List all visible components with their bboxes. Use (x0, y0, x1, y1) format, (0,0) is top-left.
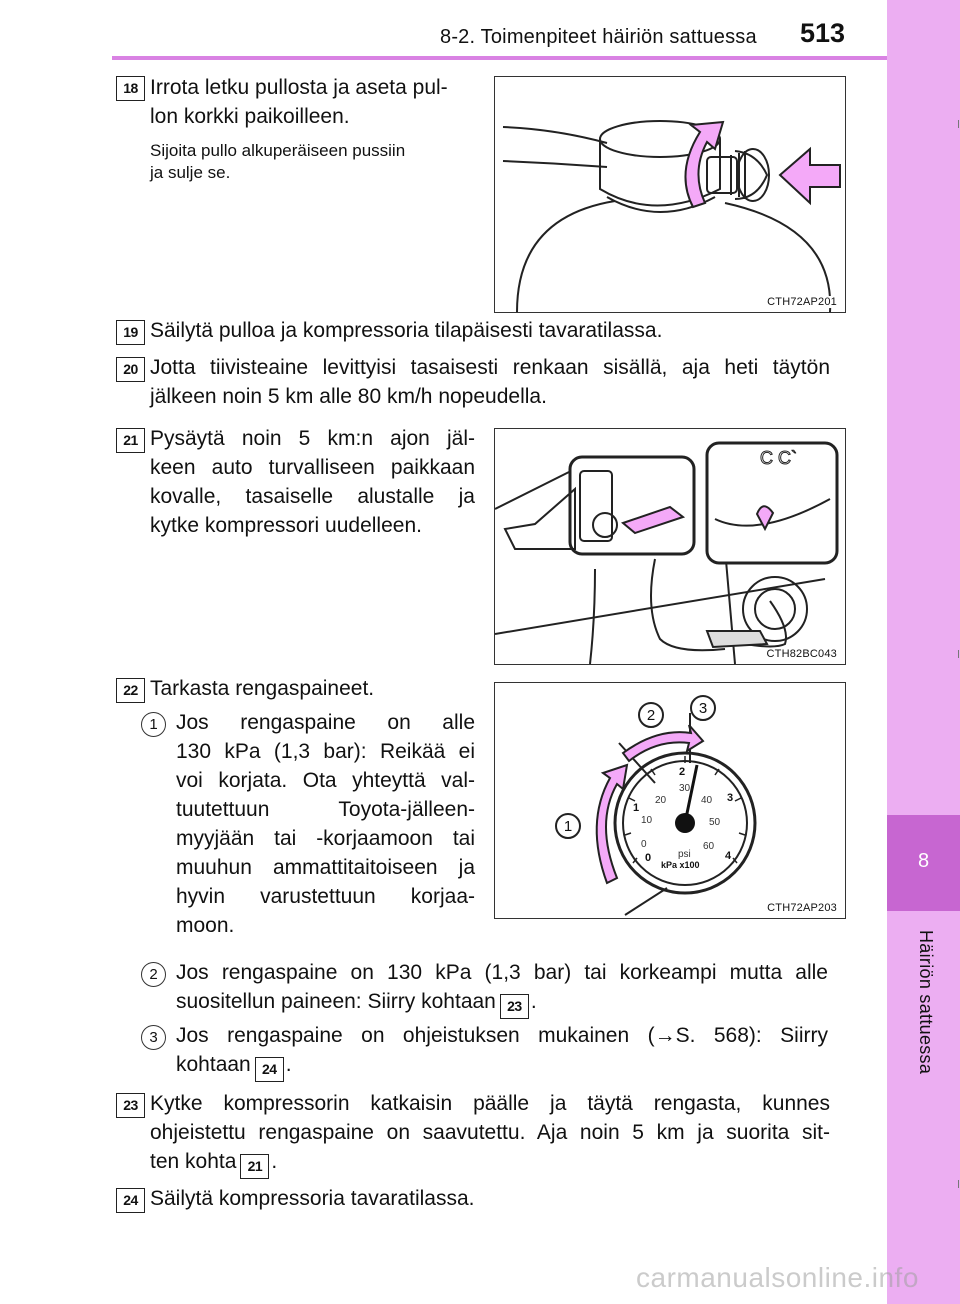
step-20-number: 20 (116, 357, 145, 382)
item-1-line: hyvin varustettuun korjaa- (176, 885, 475, 908)
item-3-line-end: . (285, 1053, 292, 1076)
step-18-line: lon korkki paikoilleen. (150, 105, 350, 128)
gauge-tick-kpa: 0 (641, 839, 647, 850)
step-20-line: jälkeen noin 5 km alle 80 km/h nopeudella. (150, 385, 547, 408)
step-18-line: Irrota letku pullosta ja aseta pul- (150, 76, 448, 99)
gauge-tick-bar: 0 (645, 852, 652, 864)
callout-2: 2 (646, 707, 656, 724)
item-3-line (176, 1050, 828, 1082)
step-21-line: keen auto turvalliseen paikkaan (150, 456, 475, 479)
step-19-number: 19 (116, 320, 145, 345)
gauge-tick-kpa: 40 (701, 795, 713, 806)
item-3-line: Jos rengaspaine on ohjeistuksen mukainen (→S. 568): Siirry (176, 1024, 828, 1047)
item-1-line: tuutettuun Toyota-jälleen- (176, 798, 475, 821)
item-1-line: 130 kPa (1,3 bar): Reikää ei (176, 740, 475, 763)
step-18-number: 18 (116, 76, 145, 101)
figure-pressure-gauge (494, 682, 846, 919)
item-1-text (176, 708, 475, 940)
figure-compressor-connect (494, 428, 846, 665)
item-1-line: myyjään tai -korjaamoon tai (176, 827, 475, 850)
gauge-tick-kpa: 20 (655, 795, 667, 806)
item-1-number: 1 (141, 712, 166, 737)
step-21-line: Pysäytä noin 5 km:n ajon jäl- (150, 427, 475, 450)
item-2-text (176, 958, 828, 1019)
gauge-tick-bar: 4 (725, 850, 732, 862)
item-1-line: muuhun ammattitaitoiseen ja (176, 856, 475, 879)
step-23-line-text: ten kohta (150, 1150, 237, 1173)
item-2-line: Jos rengaspaine on 130 kPa (1,3 bar) tai korkeampi mutta alle (176, 961, 828, 984)
figure-code: CTH72AP201 (767, 296, 837, 308)
gauge-hub (675, 813, 695, 833)
item-1-line: voi korjata. Ota yhteyttä val- (176, 769, 475, 792)
page-number: 513 (800, 18, 846, 48)
step-23-line: Kytke kompressorin katkaisin päälle ja täytä rengasta, kunnes (150, 1092, 830, 1115)
step-18-note-line: ja sulje se. (150, 163, 231, 182)
step-22-number: 22 (116, 678, 145, 703)
gauge-tick-kpa: 60 (703, 841, 715, 852)
item-3-number: 3 (141, 1025, 166, 1050)
figure-bottle-cap (494, 76, 846, 313)
gauge-tick-kpa: 50 (709, 817, 721, 828)
step-ref-23: 23 (500, 994, 529, 1019)
chapter-label: Häiriön sattuessa (916, 930, 936, 1075)
callout-1: 1 (563, 818, 573, 835)
figure-code: CTH82BC043 (766, 648, 837, 660)
step-21-number: 21 (116, 428, 145, 453)
gauge-tick-bar: 2 (679, 766, 686, 778)
item-2-line (176, 987, 828, 1019)
step-21-line: kovalle, tasaiselle alustalle ja (150, 485, 475, 508)
step-22-text: Tarkasta rengaspaineet. (150, 677, 375, 700)
step-24-number: 24 (116, 1188, 145, 1213)
gauge-tick-bar: 1 (633, 802, 640, 814)
bottle-cap-illustration (495, 77, 845, 312)
gauge-unit-kpa: kPa x100 (661, 860, 700, 870)
item-1-line: moon. (176, 914, 235, 937)
step-18-note-line: Sijoita pullo alkuperäiseen pussiin (150, 141, 406, 160)
callout-3: 3 (698, 700, 708, 717)
step-20-line: Jotta tiivisteaine levittyisi tasaisesti renkaan sisällä, aja heti täytön (150, 356, 830, 379)
watermark: carmanualsonline.info (636, 1262, 919, 1293)
compressor-connect-illustration (495, 429, 845, 664)
chapter-side-tab (887, 0, 960, 1304)
crop-mark (958, 1180, 959, 1188)
step-21-line: kytke kompressori uudelleen. (150, 514, 422, 537)
step-23-text (150, 1089, 830, 1179)
item-2-line-text: suositellun paineen: Siirry kohtaan (176, 990, 496, 1013)
item-1-line: Jos rengaspaine on alle (176, 711, 475, 734)
item-3-text (176, 1021, 828, 1082)
step-ref-21: 21 (240, 1154, 269, 1179)
step-23-number: 23 (116, 1093, 145, 1118)
crop-mark (958, 650, 959, 658)
push-arrow-icon (780, 149, 840, 203)
step-19-text: Säilytä pulloa ja kompressoria tilapäisesti tavaratilassa. (150, 319, 663, 342)
step-23-line-end: . (271, 1150, 278, 1173)
step-24-text: Säilytä kompressoria tavaratilassa. (150, 1187, 475, 1210)
step-18-note (150, 140, 475, 184)
step-21-text (150, 424, 475, 540)
item-2-line-end: . (530, 990, 537, 1013)
gauge-unit-psi: psi (678, 849, 691, 860)
step-23-line: ohjeistettu rengaspaine on saavutettu. Aja noin 5 km ja suorita sit- (150, 1121, 830, 1144)
rotate-arrow-icon (685, 122, 723, 207)
step-18-text (150, 73, 475, 131)
item-2-number: 2 (141, 962, 166, 987)
chapter-number: 8 (917, 850, 930, 872)
step-23-line (150, 1147, 830, 1179)
header-rule (112, 56, 888, 60)
gauge-tick-bar: 3 (727, 792, 734, 804)
step-20-text (150, 353, 830, 411)
gauge-tick-kpa: 30 (679, 783, 691, 794)
section-title: 8-2. Toimenpiteet häiriön sattuessa (440, 26, 757, 48)
crop-mark (958, 120, 959, 128)
figure-code: CTH72AP203 (767, 902, 837, 914)
pressure-gauge-illustration (495, 683, 845, 918)
item-3-line-text: kohtaan (176, 1053, 251, 1076)
gauge-tick-kpa: 10 (641, 815, 653, 826)
svg-text:C C`: C C` (760, 448, 797, 468)
step-ref-24: 24 (255, 1057, 284, 1082)
